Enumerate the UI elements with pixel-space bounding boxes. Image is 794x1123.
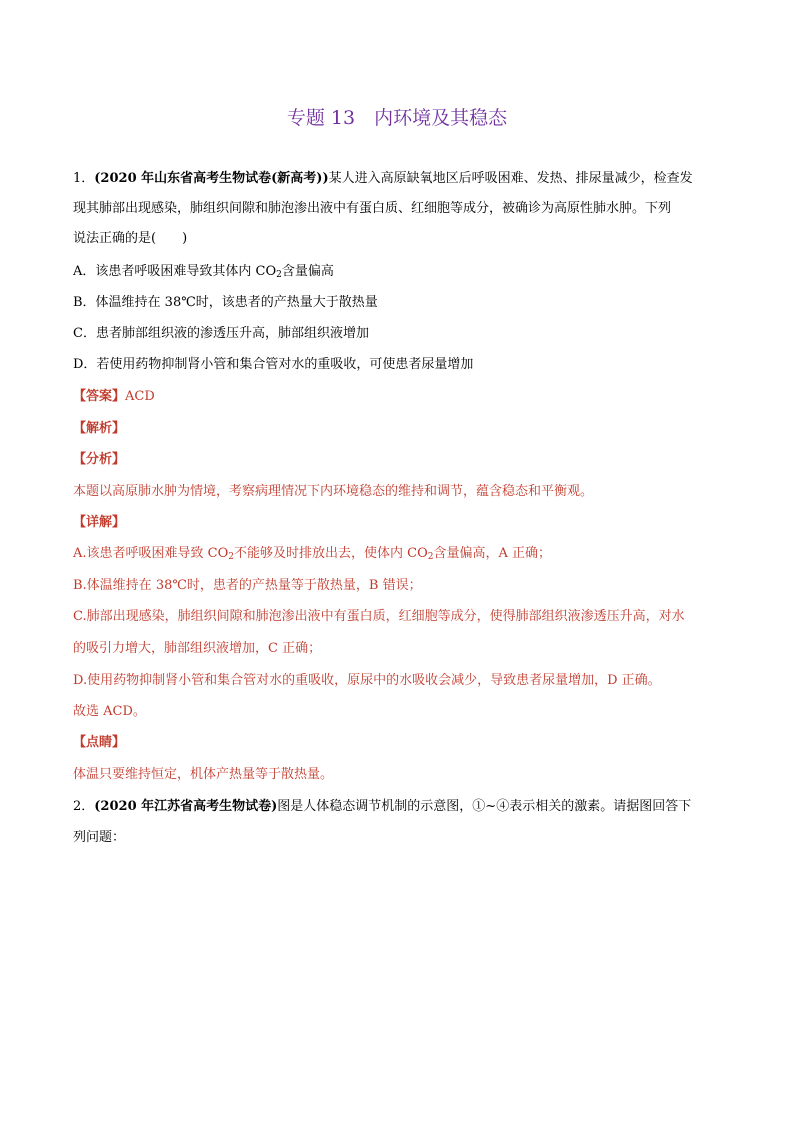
- answer-value: ACD: [125, 389, 155, 404]
- q2-stem-line-2: 列问题：: [73, 830, 126, 845]
- q1-stem-line-2: 现其肺部出现感染，肺组织间隙和肺泡渗出液中有蛋白质、红细胞等成分，被确诊为高原性肺水肿。下列: [73, 201, 672, 216]
- q2-stem-text: 图是人体稳态调节机制的示意图，①~④表示相关的激素。请据图回答下: [277, 799, 692, 814]
- answer-tag: 【答案】: [73, 389, 126, 404]
- q1-option-c: C．患者肺部组织液的渗透压升高，肺部组织液增加: [73, 326, 369, 341]
- page-title: 专题 13 内环境及其稳态: [286, 107, 508, 129]
- q1-stem-text: 某人进入高原缺氧地区后呼吸困难、发热、排尿量减少，检查发: [328, 171, 693, 186]
- detail-c-line-2: 的吸引力增大，肺部组织液增加，C 正确；: [73, 641, 322, 656]
- q1-stem-line-3: 说法正确的是( ): [73, 231, 188, 246]
- q1-option-d: D．若使用药物抑制肾小管和集合管对水的重吸收，可使患者尿量增加: [73, 357, 474, 372]
- detail-b: B.体温维持在 38℃时，患者的产热量等于散热量，B 错误；: [73, 578, 422, 593]
- q1-option-a: A．该患者呼吸困难导致其体内 $CO_2$含量偏高: [73, 264, 334, 280]
- q1-number: 1．: [73, 171, 95, 186]
- q1-option-b: B．体温维持在 38℃时，该患者的产热量大于散热量: [73, 295, 378, 310]
- q2-source: (2020 年江苏省高考生物试卷): [94, 799, 278, 814]
- detail-d: D.使用药物抑制肾小管和集合管对水的重吸收，原尿中的水吸收会减少，导致患者尿量增加，D 正确。: [73, 673, 661, 688]
- detail-c-line-1: C.肺部出现感染，肺组织间隙和肺泡渗出液中有蛋白质，红细胞等成分，使得肺部组织液渗透压升高，对水: [73, 609, 685, 624]
- q2-stem-line-1: [73, 798, 691, 816]
- detail-tag: 【详解】: [73, 515, 126, 530]
- q1-stem-line-1: [73, 170, 693, 188]
- analysis-tag: 【解析】: [73, 421, 126, 436]
- detail-a: A.该患者呼吸困难导致 $CO_2$不能够及时排放出去，使体内 $CO_2$含量偏高，A 正确；: [73, 546, 552, 562]
- dianjing-tag: 【点睛】: [73, 735, 126, 750]
- dianjing-text: 体温只要维持恒定，机体产热量等于散热量。: [73, 767, 334, 782]
- conclusion: 故选 ACD。: [73, 704, 146, 719]
- fenxi-tag: 【分析】: [73, 452, 126, 467]
- fenxi-text: 本题以高原肺水肿为情境，考察病理情况下内环境稳态的维持和调节，蕴含稳态和平衡观。: [73, 484, 594, 499]
- q2-number: 2．: [73, 799, 95, 814]
- q1-answer: [73, 388, 155, 406]
- q1-source: (2020 年山东省高考生物试卷(新高考)): [94, 171, 329, 186]
